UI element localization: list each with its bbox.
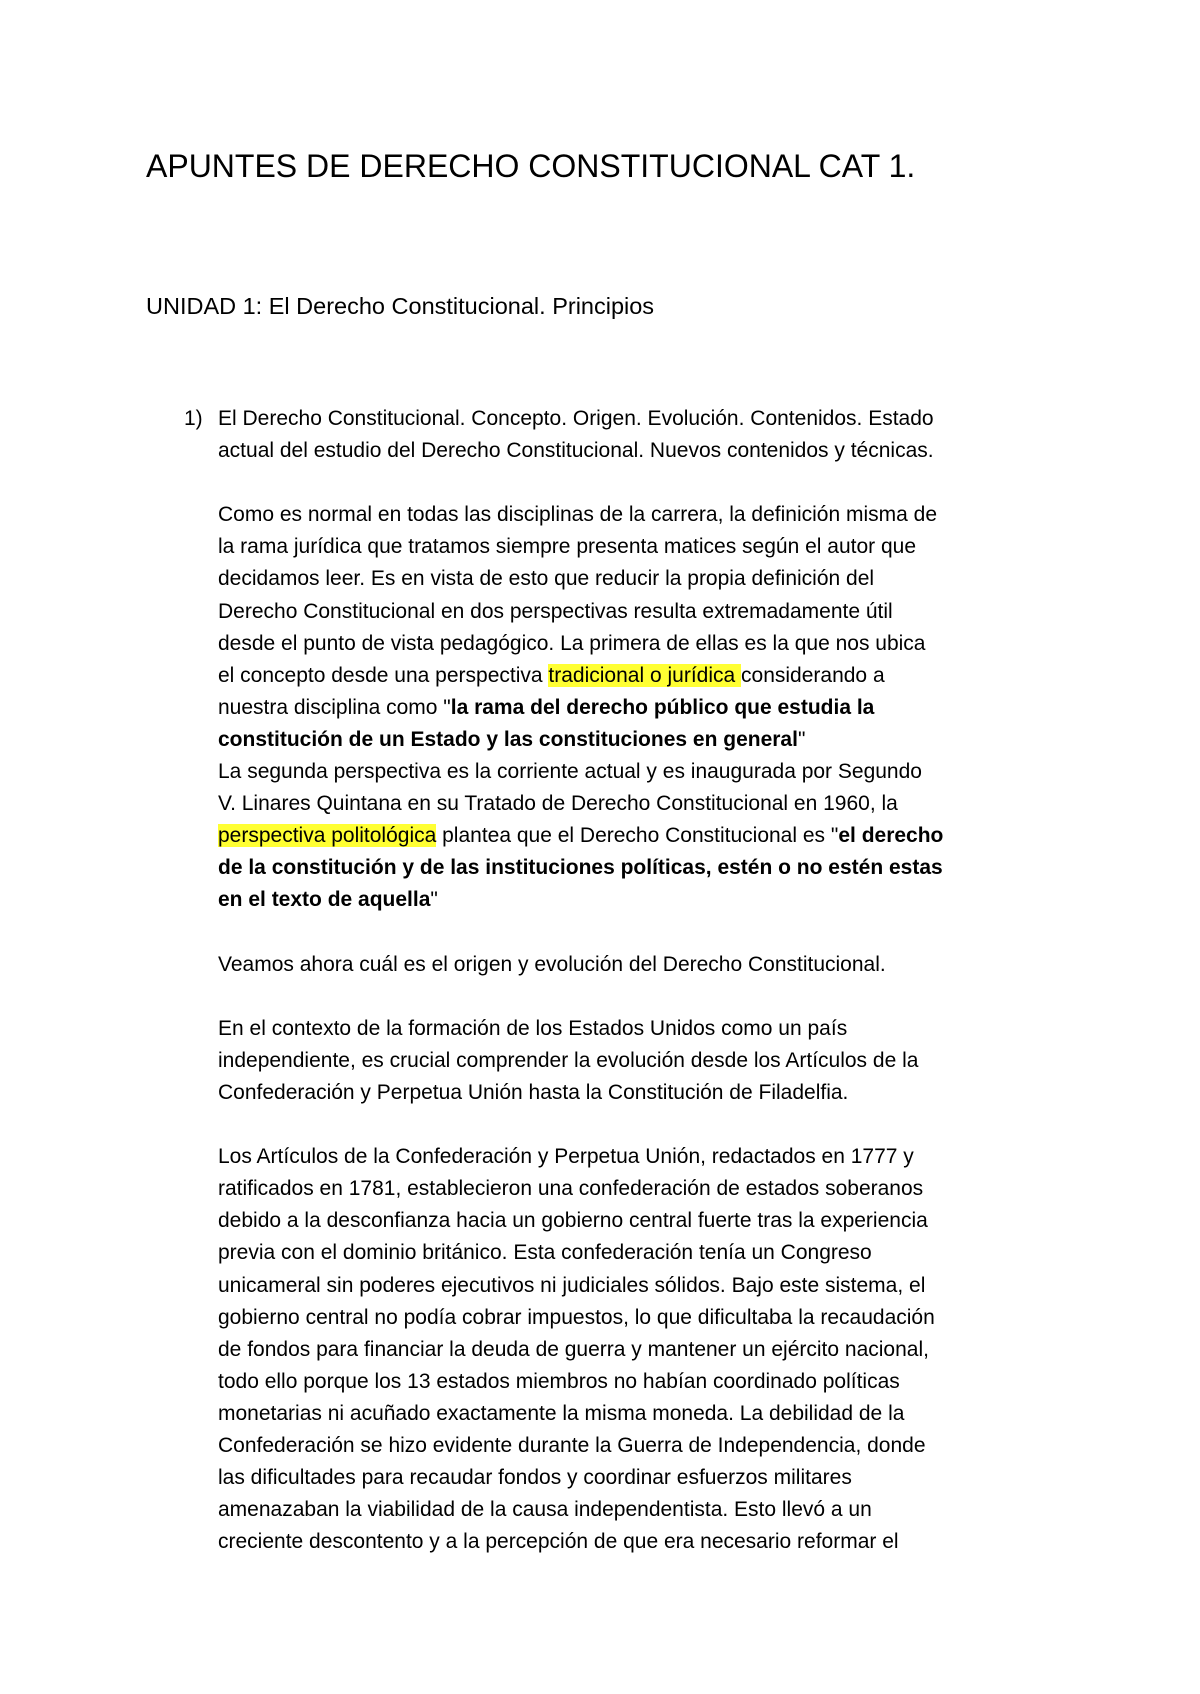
paragraph-line: las dificultades para recaudar fondos y coordinar esfuerzos militares [218, 1466, 852, 1490]
bold-definition: en el texto de aquella [218, 888, 431, 912]
line-text: " [430, 888, 438, 912]
line-text: nuestra disciplina como " [218, 695, 451, 719]
paragraph-line: de fondos para financiar la deuda de guerra y mantener un ejército nacional, [218, 1337, 929, 1361]
paragraph-line: ratificados en 1781, establecieron una confederación de estados soberanos [218, 1177, 924, 1201]
paragraph-line: unicameral sin poderes ejecutivos ni judiciales sólidos. Bajo este sistema, el [218, 1273, 926, 1297]
paragraph-line: gobierno central no podía cobrar impuestos, lo que dificultaba la recaudación [218, 1305, 935, 1329]
paragraph-line: Confederación y Perpetua Unión hasta la Constitución de Filadelfia. [218, 1080, 849, 1104]
bold-definition: de la constitución y de las instituciones políticas, estén o no estén estas [218, 856, 943, 880]
paragraph-line [218, 852, 1118, 884]
paragraph-line: la rama jurídica que tratamos siempre presenta matices según el autor que [218, 535, 917, 559]
paragraph-line [218, 660, 1118, 692]
paragraph-line: Los Artículos de la Confederación y Perpetua Unión, redactados en 1777 y [218, 1145, 914, 1169]
bold-definition: constitución de un Estado y las constituciones en general [218, 727, 798, 751]
document-title: APUNTES DE DERECHO CONSTITUCIONAL CAT 1. [146, 148, 916, 184]
paragraph-line: desde el punto de vista pedagógico. La primera de ellas es la que nos ubica [218, 631, 926, 655]
line-text: el concepto desde una perspectiva [218, 663, 549, 687]
line-text: considerando a [741, 663, 885, 687]
bold-definition: el derecho [838, 824, 944, 848]
paragraph-line: En el contexto de la formación de los Estados Unidos como un país [218, 1016, 848, 1040]
list-item-body [218, 403, 1118, 1558]
paragraph-line: amenazaban la viabilidad de la causa independentista. Esto llevó a un [218, 1498, 872, 1522]
paragraph-line: creciente descontento y a la percepción de que era necesario reformar el [218, 1530, 899, 1554]
paragraph-line: Derecho Constitucional en dos perspectivas resulta extremadamente útil [218, 599, 893, 623]
paragraph-line: todo ello porque los 13 estados miembros no habían coordinado políticas [218, 1369, 900, 1393]
list-item-number: 1) [184, 407, 203, 430]
paragraph-line: V. Linares Quintana en su Tratado de Derecho Constitucional en 1960, la [218, 792, 898, 816]
paragraph-line: decidamos leer. Es en vista de esto que reducir la propia definición del [218, 567, 875, 591]
paragraph-line: Confederación se hizo evidente durante la Guerra de Independencia, donde [218, 1434, 926, 1457]
paragraph-line: debido a la desconfianza hacia un gobierno central fuerte tras la experiencia [218, 1209, 928, 1233]
highlighted-term: tradicional o jurídica [548, 663, 742, 687]
highlighted-term: perspectiva politológica [218, 824, 437, 848]
paragraph-gap [218, 1109, 1118, 1141]
topic-line: El Derecho Constitucional. Concepto. Origen. Evolución. Contenidos. Estado [218, 407, 934, 430]
bold-definition: la rama del derecho público que estudia la [450, 695, 875, 719]
paragraph-line [218, 724, 1118, 756]
paragraph-line: previa con el dominio británico. Esta confederación tenía un Congreso [218, 1241, 872, 1265]
paragraph-line [218, 884, 1118, 916]
paragraph-gap [218, 917, 1118, 949]
line-text: " [797, 727, 806, 751]
line-text: plantea que el Derecho Constitucional es " [436, 824, 839, 848]
topic-line: actual del estudio del Derecho Constitucional. Nuevos contenidos y técnicas. [218, 439, 934, 463]
paragraph-line: independiente, es crucial comprender la evolución desde los Artículos de la [218, 1048, 919, 1072]
paragraph-line: La segunda perspectiva es la corriente actual y es inaugurada por Segundo [218, 760, 922, 784]
paragraph-line [218, 820, 1118, 852]
paragraph-line: Veamos ahora cuál es el origen y evolución del Derecho Constitucional. [218, 952, 886, 976]
unit-heading: UNIDAD 1: El Derecho Constitucional. Principios [146, 293, 655, 319]
paragraph-line [218, 692, 1118, 724]
paragraph-gap [218, 981, 1118, 1013]
paragraph-gap [218, 467, 1118, 499]
paragraph-line: Como es normal en todas las disciplinas de la carrera, la definición misma de [218, 503, 938, 527]
paragraph-line: monetarias ni acuñado exactamente la misma moneda. La debilidad de la [218, 1401, 905, 1425]
